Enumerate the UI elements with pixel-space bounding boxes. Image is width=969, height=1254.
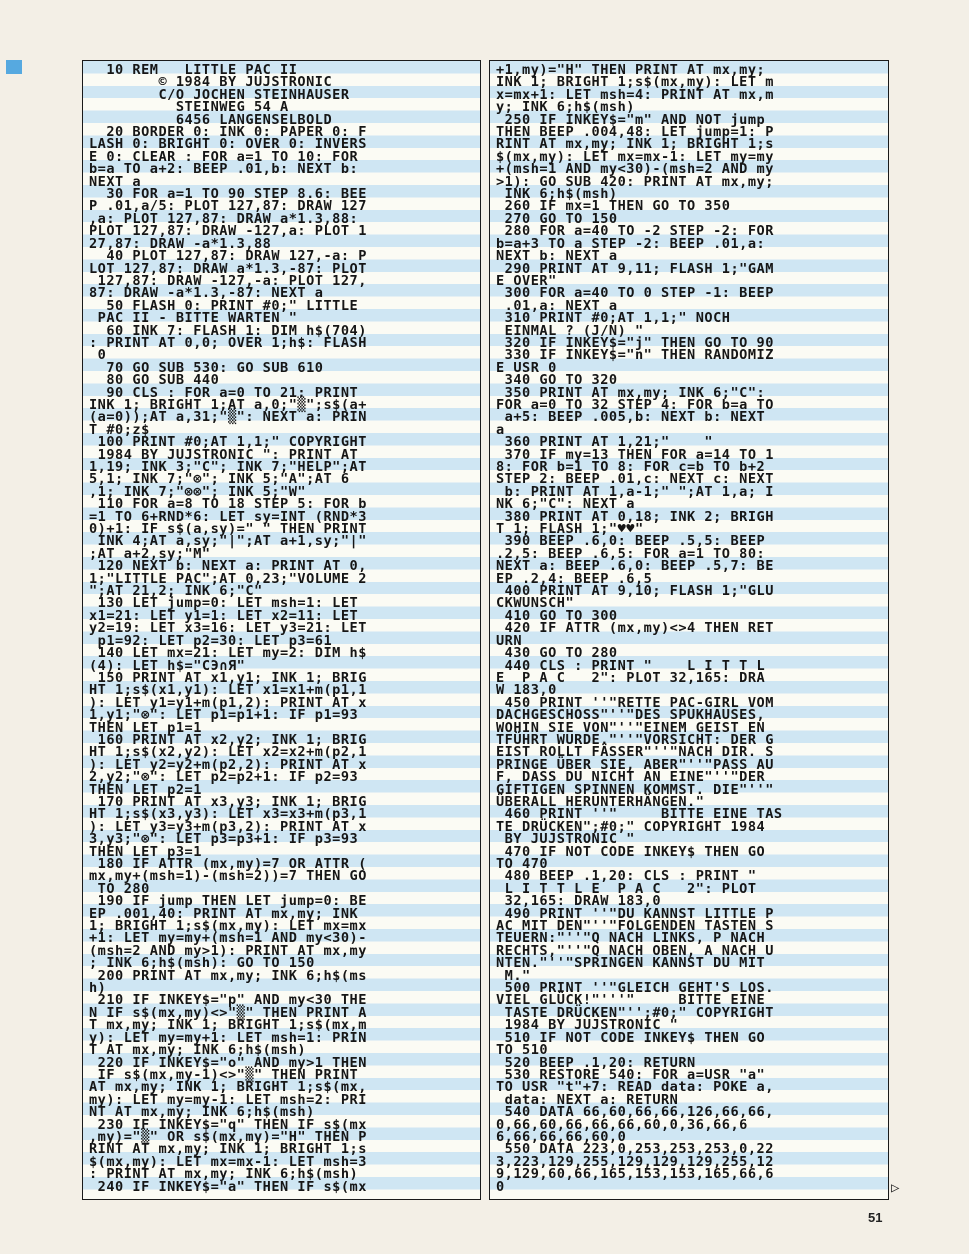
listing-right-column — [489, 60, 889, 1200]
code-left: 10 REM LITTLE PAC II © 1984 BY JUJSTRONIC C/O JOCHEN STEINHAUSER STEINWEG 54 A 6456 LANGENSELBOLD 20 BORDER 0: INK 0: PAPER 0: F LASH 0: BRIGHT 0: OVER 0: INVERS E 0: CLEAR : FOR a=1 TO 10: FOR b=a TO a+2: BEEP .01,b: NEXT b: NEXT a 30 FOR a=1 TO 90 STEP 8.6: BEE P .01,a/5: PLOT 127,87: DRAW 127 ,a: PLOT 127,87: DRAW a*1.3,88: PLOT 127,87: DRAW -127,a: PLOT 1 27,87: DRAW -a*1.3,88 40 PLOT 127,87: DRAW 127,-a: P LOT 127,87: DRAW a*1.3,-87: PLOT 127,87: DRAW -127,-a: PLOT 127, 87: DRAW -a*1.3,-87: NEXT a 50 FLASH 0: PRINT #0;" LITTLE PAC II - BITTE WARTEN " 60 INK 7: FLASH 1: DIM h$(704) : PRINT AT 0,0; OVER 1;h$: FLASH 0 70 GO SUB 530: GO SUB 610 80 GO SUB 440 90 CLS : FOR a=0 TO 21: PRINT INK 1; BRIGHT 1;AT a,0;"▒";s$(a+ (a=0));AT a,31;"▒": NEXT a: PRIN T #0;z$ 100 PRINT #0;AT 1,1;" COPYRIGHT 1984 BY JUJSTRONIC ": PRINT AT 1,19; INK 3;"C"; INK 7;"HELP";AT 5,1; INK 7;"⊗"; INK 5;"A";AT 6 ,1; INK 7;"⊗⊗"; INK 5;"W" 110 FOR a=8 TO 18 STEP 5: FOR b =1 TO 6+RND*6: LET sy=INT (RND*3 0)+1: IF s$(a,sy)=" " THEN PRINT INK 4;AT a,sy;"|";AT a+1,sy;"|" ;AT a+2,sy;"M" 120 NEXT b: NEXT a: PRINT AT 0, 1;"LITTLE PAC";AT 0,23;"VOLUME 2 ";AT 21,2; INK 6;"C" 130 LET jump=0: LET msh=1: LET x1=21: LET y1=1: LET x2=11: LET y2=19: LET x3=16: LET y3=21: LET p1=92: LET p2=30: LET p3=61 140 LET mx=21: LET my=2: DIM h$ (4): LET h$="CЭ∩Я" 150 PRINT AT x1,y1; INK 1; BRIG HT 1;s$(x1,y1): LET x1=x1+m(p1,1 ): LET y1=y1+m(p1,2): PRINT AT x 1,y1;"⊗": LET p1=p1+1: IF p1=93 THEN LET p1=1 160 PRINT AT x2,y2; INK 1; BRIG HT 1;s$(x2,y2): LET x2=x2+m(p2,1 ): LET y2=y2+m(p2,2): PRINT AT x 2,y2;"⊗": LET p2=p2+1: IF p2=93 THEN LET p2=1 170 PRINT AT x3,y3; INK 1; BRIG HT 1;s$(x3,y3): LET x3=x3+m(p3,1 ): LET y3=y3+m(p3,2): PRINT AT x 3,y3;"⊗": LET p3=p3+1: IF p3=93 THEN LET p3=1 180 IF ATTR (mx,my)=7 OR ATTR ( mx,my+(msh=1)-(msh=2))=7 THEN GO TO 280 190 IF jump THEN LET jump=0: BE EP .001,40: PRINT AT mx,my; INK 1; BRIGHT 1;s$(mx,my): LET mx=mx +1: LET my=my+(msh=1 AND my<30)- (msh=2 AND my>1): PRINT AT mx,my ; INK 6;h$(msh): GO TO 150 200 PRINT AT mx,my; INK 6;h$(ms h) 210 IF INKEY$="p" AND my<30 THE N IF s$(mx,my)<>"▒" THEN PRINT A T mx,my; INK 1; BRIGHT 1;s$(mx,m y): LET my=my+1: LET msh=1: PRIN T AT mx,my; INK 6;h$(msh) 220 IF INKEY$="o" AND my>1 THEN IF s$(mx,my-1)<>"▒" THEN PRINT AT mx,my; INK 1; BRIGHT 1;s$(mx, my): LET my=my-1: LET msh=2: PRI NT AT mx,my; INK 6;h$(msh) 230 IF INKEY$="q" THEN IF s$(mx ,my)="▒" OR s$(mx,my)="H" THEN P RINT AT mx,my; INK 1; BRIGHT 1;s $(mx,my): LET mx=mx-1: LET msh=3 : PRINT AT mx,my; INK 6;h$(msh) 240 IF INKEY$="a" THEN IF s$(mx — [89, 62, 367, 1195]
page-number: 51 — [868, 1210, 883, 1225]
listing-left-column — [82, 60, 481, 1200]
code-right: +1,my)="H" THEN PRINT AT mx,my; INK 1; BRIGHT 1;s$(mx,my): LET m x=mx+1: LET msh=4: PRINT AT mx,m y; INK 6;h$(msh) 250 IF INKEY$="m" AND NOT jump THEN BEEP .004,48: LET jump=1: P RINT AT mx,my; INK 1; BRIGHT 1;s $(mx,my): LET mx=mx-1: LET my=my +(msh=1 AND my<30)-(msh=2 AND my >1): GO SUB 420: PRINT AT mx,my; INK 6;h$(msh) 260 IF mx=1 THEN GO TO 350 270 GO TO 150 280 FOR a=40 TO -2 STEP -2: FOR b=a+3 TO a STEP -2: BEEP .01,a: NEXT b: NEXT a 290 PRINT AT 9,11; FLASH 1;"GAM E OVER" 300 FOR a=40 TO 0 STEP -1: BEEP .01,a: NEXT a 310 PRINT #0;AT 1,1;" NOCH EINMAL ? (J/N) " 320 IF INKEY$="j" THEN GO TO 90 330 IF INKEY$="n" THEN RANDOMIZ E USR 0 340 GO TO 320 350 PRINT AT mx,my; INK 6;"C": FOR a=0 TO 32 STEP 4: FOR b=a TO a+5: BEEP .005,b: NEXT b: NEXT a 360 PRINT AT 1,21;" " 370 IF my=13 THEN FOR a=14 TO 1 8: FOR b=1 TO 8: FOR c=b TO b+2 STEP 2: BEEP .01,c: NEXT c: NEXT b: PRINT AT 1,a-1;" ";AT 1,a; I NK 6;"C": NEXT a 380 PRINT AT 0,18; INK 2; BRIGH T 1; FLASH 1;"♥♥" 390 BEEP .6,0: BEEP .5,5: BEEP .2,5: BEEP .6,5: FOR a=1 TO 80: NEXT a: BEEP .6,0: BEEP .5,7: BE EP .2,4: BEEP .6,5 400 PRINT AT 9,10; FLASH 1;"GLU CKWUNSCH" 410 GO TO 300 420 IF ATTR (mx,my)<>4 THEN RET URN 430 GO TO 280 440 CLS : PRINT " L I T T L E P A C 2": PLOT 32,165: DRA W 183,0 450 PRINT ''"RETTE PAC-GIRL VOM DACHGESCHOSS"''"DES SPUKHAUSES, WOHIN SIE VON"''"EINEM GEIST EN TFÜHRT WURDE."''"VORSICHT: DER G EIST ROLLT FÄSSER"''"NACH DIR. S PRINGE ÜBER SIE, ABER"''"PASS AU F, DASS DU NICHT AN EINE"''"DER GIFTIGEN SPINNEN KOMMST. DIE"''" ÜBERALL HERUNTERHÄNGEN." 460 PRINT ''" BITTE EINE TAS TE DRÜCKEN";#0;" COPYRIGHT 1984 BY JUJSTRONIC " 470 IF NOT CODE INKEY$ THEN GO TO 470 480 BEEP .1,20: CLS : PRINT " L I T T L E P A C 2": PLOT 32,165: DRAW 183,0 490 PRINT ''"DU KANNST LITTLE P AC MIT DEN"''"FOLGENDEN TASTEN S TEUERN:"''"Q NACH LINKS, P NACH RECHTS,"''"Q NACH OBEN, A NACH U NTEN."''"SPRINGEN KANNST DU MIT M." 500 PRINT ''"GLEICH GEHT'S LOS. VIEL GLÜCK!"'''" BITTE EINE TASTE DRÜCKEN"'';#0;" COPYRIGHT 1984 BY JUJSTRONIC " 510 IF NOT CODE INKEY$ THEN GO TO 510 520 BEEP .1,20: RETURN 530 RESTORE 540: FOR a=USR "a" TO USR "t"+7: READ data: POKE a, data: NEXT a: RETURN 540 DATA 66,60,66,66,126,66,66, 0,66,60,66,66,66,60,0,36,66,6 6,66,66,66,60,0 550 DATA 223,0,253,253,253,0,22 3,223,129,255,129,129,129,255,12 9,129,60,66,165,153,153,165,66,6 0 — [496, 62, 783, 1195]
edge-marker — [6, 60, 22, 74]
continue-arrow-icon: ▷ — [891, 1180, 900, 1196]
